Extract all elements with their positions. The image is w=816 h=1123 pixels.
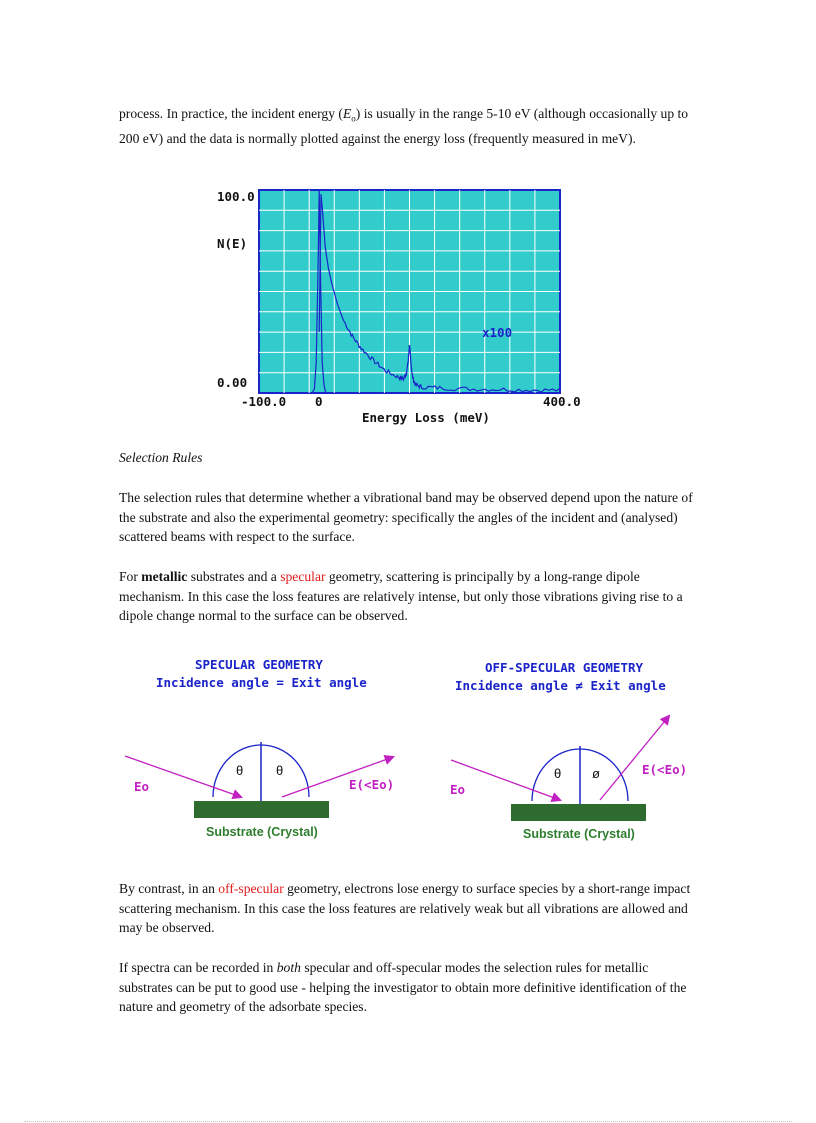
off-specular-substrate xyxy=(511,804,646,821)
scale-annotation: x100 xyxy=(482,325,513,340)
metallic-text-b: substrates and a xyxy=(187,569,281,584)
metallic-text-c: geometry, scattering is principally by a long-range dipole mechanism. In this case the loss features are relatively intense, but only those vibrations giving rise to a dipole change normal to the surface can be observed. xyxy=(119,569,683,623)
specular-subtitle: Incidence angle = Exit angle xyxy=(156,675,367,690)
x-tick-right: 400.0 xyxy=(543,394,581,409)
x-tick-left: -100.0 xyxy=(241,394,287,409)
specular-term: specular xyxy=(280,569,326,584)
off-specular-diagram xyxy=(448,650,748,850)
chart-svg xyxy=(210,182,600,432)
specular-exit-label: E(<Eo) xyxy=(349,777,395,792)
closing-text-a: If spectra can be recorded in xyxy=(119,960,277,975)
metallic-bold: metallic xyxy=(141,569,188,584)
intro-paragraph xyxy=(119,104,699,149)
eels-spectrum-chart xyxy=(210,182,600,432)
off-specular-text-a: By contrast, in an xyxy=(119,881,219,896)
intro-text-a: process. In practice, the incident energy ( xyxy=(119,106,343,121)
off-specular-incident-label: Eo xyxy=(450,782,466,797)
section-heading: Selection Rules xyxy=(119,450,203,465)
selection-rules-paragraph: The selection rules that determine whether a vibrational band may be observed depend upon the nature of the substrate and also the experimental geometry: specifically the angles of the incident and (analysed) scattered beams with respect to the surface. xyxy=(119,490,693,544)
y-tick-top: 100.0 xyxy=(217,189,255,204)
energy-symbol: E xyxy=(342,106,352,121)
specular-theta-left: θ xyxy=(236,763,244,778)
y-axis-label: N(E) xyxy=(217,236,248,251)
specular-substrate-label: Substrate (Crystal) xyxy=(206,825,318,839)
off-specular-substrate-label: Substrate (Crystal) xyxy=(523,827,635,841)
off-specular-text-b: geometry, electrons lose energy to surface species by a short-range impact scattering mechanism. In this case the loss features are relatively weak but all vibrations are allowed and may be observed. xyxy=(119,881,691,935)
specular-incident-label: Eo xyxy=(134,779,150,794)
x-tick-zero: 0 xyxy=(315,394,323,409)
page-bottom-rule xyxy=(24,1121,792,1122)
intro-text-b: ) is usually in the range 5-10 eV (although occasionally up to 200 eV) and the data is normally plotted against the energy loss (frequently measured in meV). xyxy=(119,106,689,147)
y-tick-bottom: 0.00 xyxy=(217,375,248,390)
specular-title: SPECULAR GEOMETRY xyxy=(195,657,323,672)
closing-paragraph xyxy=(119,958,699,1017)
specular-substrate xyxy=(194,801,329,818)
metallic-paragraph xyxy=(119,567,699,626)
x-axis-label: Energy Loss (meV) xyxy=(362,410,490,425)
specular-theta-right: θ xyxy=(276,763,284,778)
off-specular-phi: ø xyxy=(592,766,600,781)
off-specular-subtitle: Incidence angle ≠ Exit angle xyxy=(455,678,666,693)
metallic-text-a: For xyxy=(119,569,142,584)
closing-text-b: specular and off-specular modes the selection rules for metallic substrates can be put to good use - helping the investigator to obtain more definitive identification of the nature and geometry of the adsorbate species. xyxy=(119,960,687,1014)
off-specular-term: off-specular xyxy=(218,881,284,896)
off-specular-exit-arrow xyxy=(600,716,669,800)
off-specular-title: OFF-SPECULAR GEOMETRY xyxy=(485,660,644,675)
energy-subscript: o xyxy=(351,113,356,124)
off-specular-exit-label: E(<Eo) xyxy=(642,762,688,777)
off-specular-paragraph xyxy=(119,879,699,938)
specular-diagram xyxy=(120,650,420,850)
both-emphasis: both xyxy=(276,960,301,975)
off-specular-theta: θ xyxy=(554,766,562,781)
